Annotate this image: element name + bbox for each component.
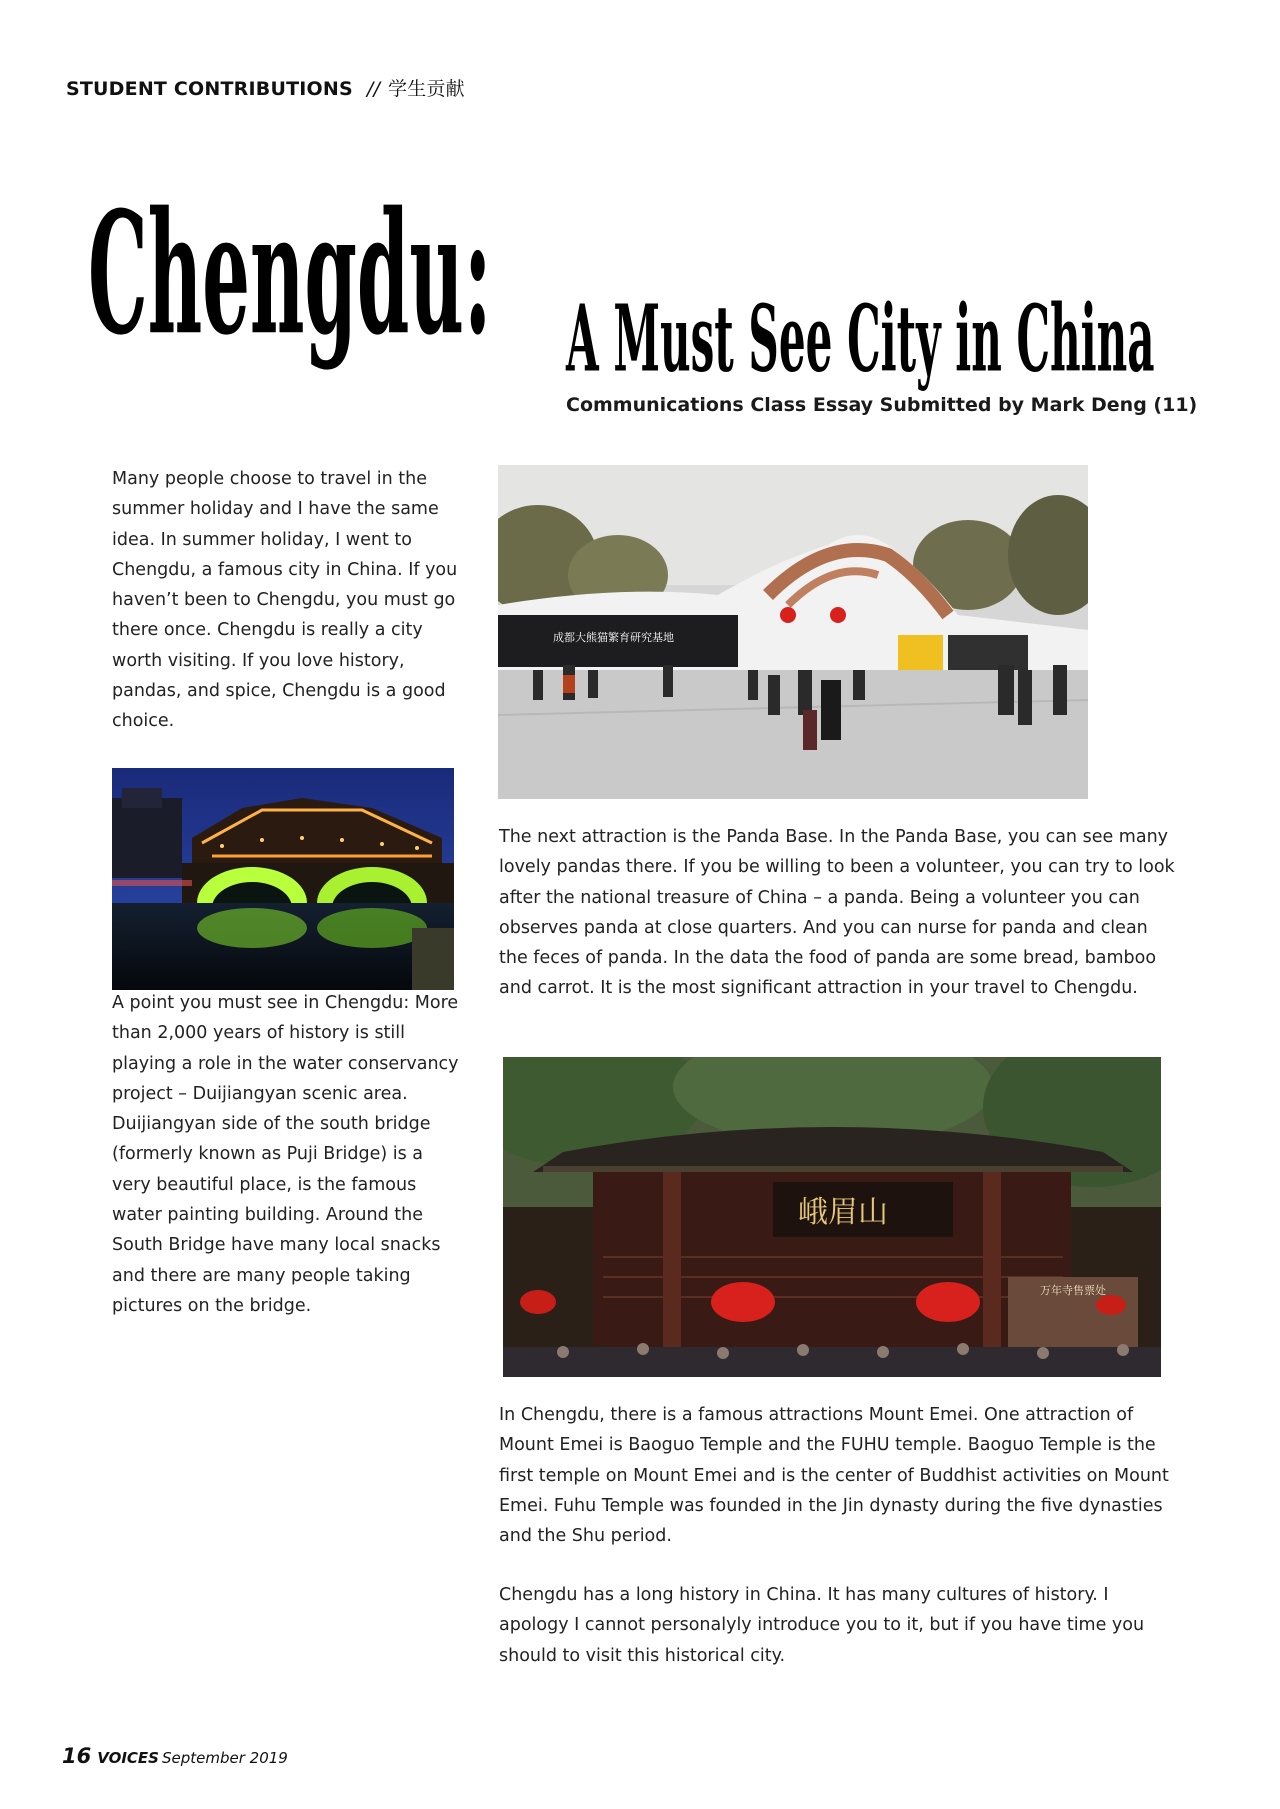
temple-ticket-sign: 万年寺售票处 xyxy=(1040,1284,1106,1297)
paragraph-conclusion: Chengdu has a long history in China. It has many cultures of history. I apology I cannot personalyly introduce you to it, but if you have time you should to visit this historical city. xyxy=(499,1585,1145,1666)
mount-emei-temple-photo xyxy=(503,1057,1161,1377)
section-label: STUDENT CONTRIBUTIONS xyxy=(66,78,353,100)
temple-plaque: 峨眉山 xyxy=(798,1195,888,1230)
south-bridge-night-photo xyxy=(112,768,454,990)
article-byline: Communications Class Essay Submitted by Mark Deng (11) xyxy=(566,394,1198,416)
paragraph-panda-base: The next attraction is the Panda Base. In the Panda Base, you can see many lovely pandas there. If you be willing to been a volunteer, you can try to look after the national treasure of China – a panda. Being a volunteer you can observes panda at close quarters. And you can nurse for panda and clean the feces of panda. In the data the food of panda are some bread, bamboo and carrot. It is the most significant attraction in your travel to Chengdu. xyxy=(499,827,1175,999)
paragraph-mount-emei: In Chengdu, there is a famous attractions Mount Emei. One attraction of Mount Emei is Baoguo Temple and the FUHU temple. Baoguo Temple is the first temple on Mount Emei and is the center of Buddhist activities on Mount Emei. Fuhu Temple was founded in the Jin dynasty during the five dynasties and the Shu period. xyxy=(499,1405,1169,1547)
section-header xyxy=(66,74,465,101)
article-subtitle: A Must See City in China xyxy=(566,285,1155,394)
magazine-name: VOICES xyxy=(97,1749,159,1767)
page-footer xyxy=(62,1744,288,1768)
panda-base-photo xyxy=(498,465,1088,799)
paragraph-intro: Many people choose to travel in the summer holiday and I have the same idea. In summer holiday, I went to Chengdu, a famous city in China. If you haven’t been to Chengdu, you must go there once. Chengdu is really a city worth visiting. If you love history, pandas, and spice, Chengdu is a good choice. xyxy=(112,469,458,732)
panda-base-sign: 成都大熊猫繁育研究基地 xyxy=(553,631,674,644)
section-separator: // xyxy=(366,78,381,100)
issue-date: September 2019 xyxy=(161,1749,288,1767)
page-number: 16 xyxy=(62,1744,92,1768)
article-title: Chengdu: xyxy=(88,175,492,373)
paragraph-duijiangyan: A point you must see in Chengdu: More than 2,000 years of history is still playing a role in the water conservancy project – Duijiangyan scenic area. Duijiangyan side of the south bridge (formerly known as Puji Bridge) is a very beautiful place, is the famous water painting building. Around the South Bridge have many local snacks and there are many people taking pictures on the bridge. xyxy=(112,993,459,1316)
section-label-chinese: 学生贡献 xyxy=(388,78,465,100)
